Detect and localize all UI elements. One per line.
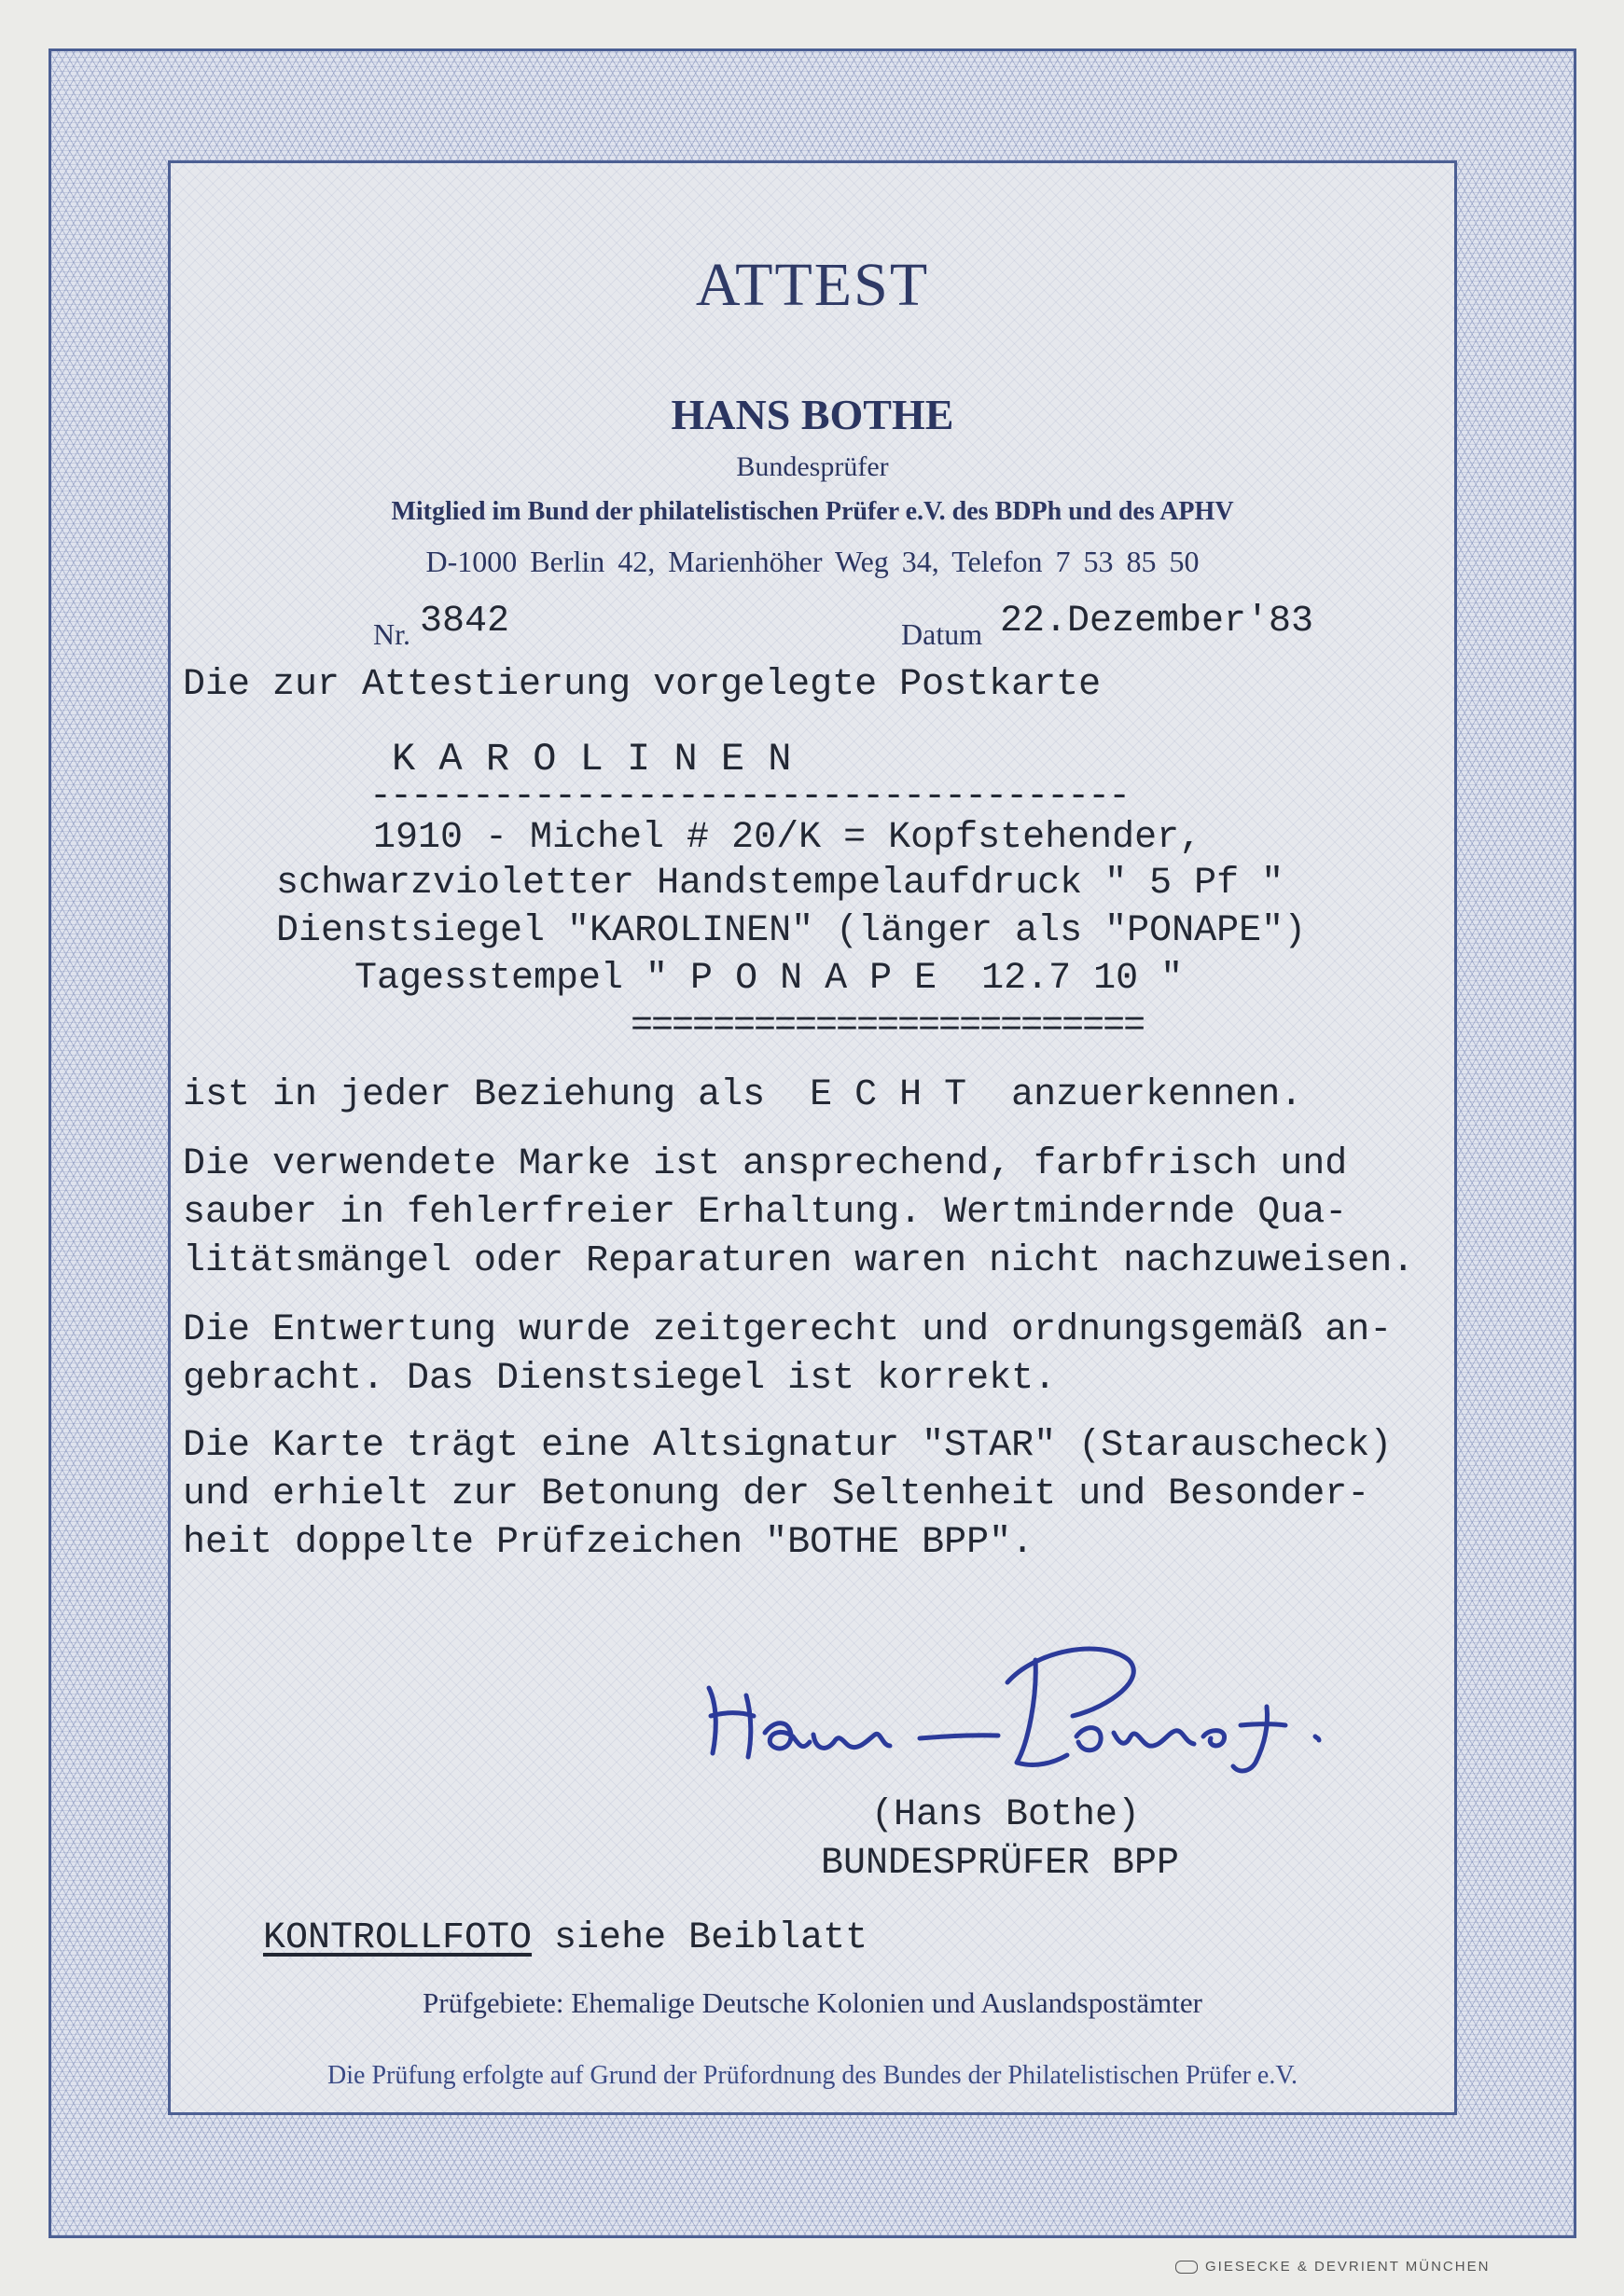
certificate-title: ATTEST [695,251,930,319]
subject-line: K A R O L I N E N [392,737,792,781]
description-line: 1910 - Michel # 20/K = Kopfstehender, [373,817,1202,859]
printer-name: GIESECKE & DEVRIENT MÜNCHEN [1205,2259,1491,2275]
printer-logo-icon [1175,2261,1198,2274]
paragraph-line: sauber in fehlerfreier Erhaltung. Wertmindernde Qua- [183,1192,1348,1234]
membership-line: Mitglied im Bund der philatelistischen Prüfer e.V. des BDPh und des APHV [391,497,1234,526]
paragraph-line: litätsmängel oder Reparaturen waren nicht nachzuweisen. [183,1240,1415,1282]
kontrollfoto-label: KONTROLLFOTO [263,1917,533,1959]
intro-line: Die zur Attestierung vorgelegte Postkarte [183,664,1102,706]
examination-fields: Prüfgebiete: Ehemalige Deutsche Kolonien und Auslandspostämter [423,1986,1202,2019]
paragraph-line: heit doppelte Prüfzeichen "BOTHE BPP". [183,1522,1034,1564]
signatory-title: BUNDESPRÜFER BPP [821,1843,1180,1885]
description-line: Dienstsiegel "KAROLINEN" (länger als "PONAPE") [276,910,1307,952]
paragraph-line: Die Karte trägt eine Altsignatur "STAR" (Starauscheck) [183,1425,1393,1467]
description-line: schwarzvioletter Handstempelaufdruck " 5 Pf " [276,863,1284,905]
description-line: Tagesstempel " P O N A P E 12.7 10 " [354,958,1184,1000]
kontrollfoto-note [263,1917,868,1959]
paragraph-line: Die Entwertung wurde zeitgerecht und ordnungsgemäß an- [183,1309,1393,1351]
signatory-name: (Hans Bothe) [871,1794,1141,1836]
verdict-line: ist in jeder Beziehung als E C H T anzuerkennen. [183,1074,1303,1116]
subject-underline: ------------------------------------- [369,776,1130,818]
handwritten-signature [700,1623,1334,1791]
examiner-role: Bundesprüfer [736,451,889,482]
printer-imprint [1175,2259,1490,2275]
examiner-name: HANS BOTHE [671,391,954,438]
address-line: D-1000 Berlin 42, Marienhöher Weg 34, Telefon 7 53 85 50 [425,545,1200,578]
certificate-number: 3842 [420,601,510,643]
paragraph-line: Die verwendete Marke ist ansprechend, farbfrisch und [183,1143,1348,1185]
description-underline: ========================= [631,1005,1145,1047]
legal-footer: Die Prüfung erfolgte auf Grund der Prüfordnung des Bundes der Philatelistischen Prüfer e.V. [327,2061,1298,2090]
paragraph-line: gebracht. Das Dienstsiegel ist korrekt. [183,1358,1057,1400]
paragraph-line: und erhielt zur Betonung der Seltenheit und Besonder- [183,1473,1370,1515]
kontrollfoto-suffix: siehe Beiblatt [532,1917,868,1959]
nr-label: Nr. [373,617,410,651]
datum-label: Datum [901,617,983,651]
certificate-date: 22.Dezember'83 [1000,601,1314,643]
